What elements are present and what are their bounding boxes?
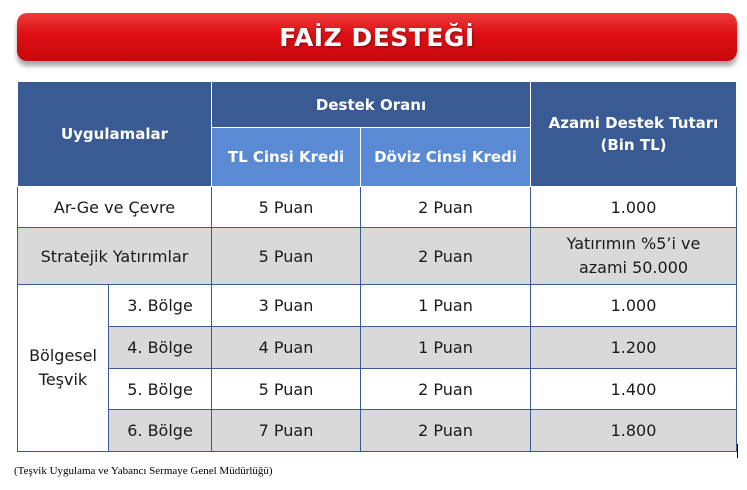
- source-caption: (Teşvik Uygulama ve Yabancı Sermaye Genel Müdürlüğü): [14, 465, 273, 477]
- cell-tl: 5 Puan: [212, 369, 361, 410]
- cell-azami: 1.200: [531, 327, 737, 369]
- table-row: [18, 228, 737, 285]
- row-label-arge: Ar-Ge ve Çevre: [18, 187, 212, 228]
- row-label-bolge: 4. Bölge: [109, 327, 212, 369]
- table-row: [18, 369, 737, 410]
- page-title: FAİZ DESTEĞİ: [279, 22, 475, 52]
- cell-azami: 1.800: [531, 410, 737, 452]
- row-label-bolge: 3. Bölge: [109, 285, 212, 327]
- header-azami-line2: (Bin TL): [600, 136, 667, 154]
- cell-doviz: 2 Puan: [361, 369, 531, 410]
- header-doviz-kredi: Döviz Cinsi Kredi: [361, 128, 531, 187]
- cell-doviz: 1 Puan: [361, 327, 531, 369]
- bolgesel-line2: Teşvik: [38, 370, 88, 389]
- cell-azami: 1.000: [531, 285, 737, 327]
- cell-azami: 1.000: [531, 187, 737, 228]
- row-label-stratejik: Stratejik Yatırımlar: [18, 228, 212, 285]
- cell-tl: 7 Puan: [212, 410, 361, 452]
- header-azami-destek: [531, 82, 737, 187]
- row-label-bolgesel-tesvik: [18, 285, 109, 452]
- cell-tl: 5 Puan: [212, 187, 361, 228]
- cell-doviz: 2 Puan: [361, 410, 531, 452]
- row-label-bolge: 5. Bölge: [109, 369, 212, 410]
- cell-azami: 1.400: [531, 369, 737, 410]
- bolgesel-line1: Bölgesel: [29, 346, 97, 365]
- header-uygulamalar: Uygulamalar: [18, 82, 212, 187]
- header-row-1: [18, 82, 737, 128]
- cell-tl: 5 Puan: [212, 228, 361, 285]
- cell-tl: 3 Puan: [212, 285, 361, 327]
- cell-azami-line1: Yatırımın %5’i ve: [566, 234, 701, 253]
- cell-tl: 4 Puan: [212, 327, 361, 369]
- header-tl-kredi: TL Cinsi Kredi: [212, 128, 361, 187]
- cell-azami-line2: azami 50.000: [578, 258, 689, 277]
- table-row: [18, 187, 737, 228]
- row-label-bolge: 6. Bölge: [109, 410, 212, 452]
- faiz-destegi-table: [17, 81, 737, 452]
- table-row: [18, 410, 737, 452]
- cell-doviz: 2 Puan: [361, 228, 531, 285]
- text-cursor: [737, 444, 738, 458]
- cell-azami: [531, 228, 737, 285]
- table-row: [18, 327, 737, 369]
- title-banner: [17, 13, 737, 61]
- header-azami-line1: Azami Destek Tutarı: [548, 114, 719, 132]
- cell-doviz: 2 Puan: [361, 187, 531, 228]
- table-row: [18, 285, 737, 327]
- cell-doviz: 1 Puan: [361, 285, 531, 327]
- header-destek-orani: Destek Oranı: [212, 82, 531, 128]
